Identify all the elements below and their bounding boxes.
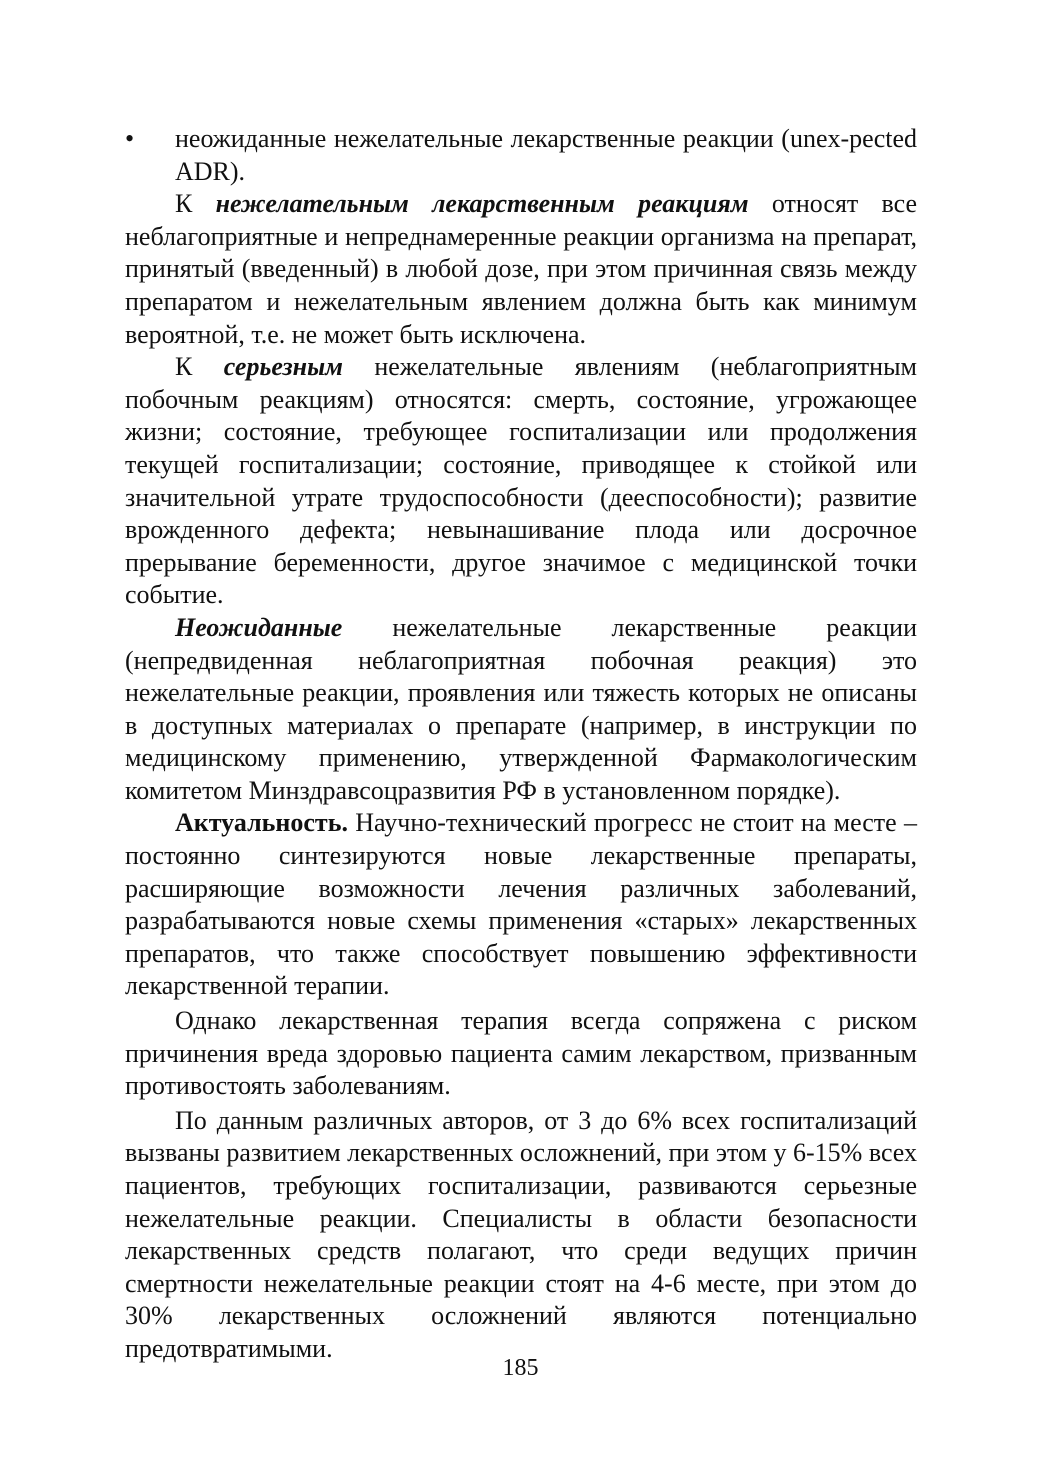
term-relevance: Актуальность. [175,808,348,838]
paragraph-adr-definition [125,188,917,351]
bullet-icon: • [125,124,135,153]
paragraph-lead: К [175,189,193,219]
paragraph-serious-definition [125,351,917,612]
paragraph-risk: Однако лекарственная терапия всегда сопряжена с риском причинения вреда здоровью пациента самим лекарством, призванным противостоять заболеваниям. [125,1006,917,1101]
paragraph-text: нежелательные лекарственные реакции (непредвиденная неблагоприятная побочная реакция) это нежелательные реакции, проявления или тяжесть которых не описаны в доступных материалах о препарате (например, в инструкции по медицинскому применению, утвержденной Фармакологическим комитетом Минздравсоцразвития РФ в установленном порядке). [125,612,917,805]
term-adverse-reactions: нежелательным лекарственным реакциям [215,189,749,219]
paragraph-statistics: По данным различных авторов, от 3 до 6% всех госпитализаций вызваны развитием лекарственных осложнений, при этом у 6-15% всех пациентов, требующих госпитализации, развиваются серьезные нежелательные реакции. Специалисты в области безопасности лекарственных средств полагают, что среди ведущих причин смертности нежелательные реакции стоят на 4-6 месте, при этом до 30% лекарственных осложнений являются потенциально предотвратимыми. [125,1105,917,1363]
paragraph-text: Научно-технический прогресс не стоит на месте – постоянно синтезируются новые лекарственные препараты, расширяющие возможности лечения различных заболеваний, разрабатываются новые схемы применения «старых» лекарственных препаратов, что также способствует повышению эффективности лекарственной терапии. [125,808,917,1001]
body-text [125,123,917,1366]
paragraph-unexpected-definition [125,612,917,808]
paragraph-relevance [125,807,917,1003]
term-unexpected: Неожиданные [175,612,343,642]
term-serious: серьезным [223,352,343,382]
bullet-list-item [125,123,917,188]
page-number: 185 [502,1355,539,1381]
paragraph-lead: К [175,352,193,382]
paragraph-text: нежелательные явлениям (неблагоприятным побочным реакциям) относятся: смерть, состояние, угрожающее жизни; состояние, требующее госпитализации или продолжения текущей госпитализации; состояние, приводящее к стойкой или значительной утрате трудоспособности (дееспособности); развитие врожденного дефекта; невынашивание плода или досрочное прерывание беременности, другое значимое с медицинской точки событие. [125,352,917,610]
bullet-text: неожиданные нежелательные лекарственные реакции (unex-pected ADR). [175,124,917,186]
paragraph-text: относят все неблагоприятные и непреднамеренные реакции организма на препарат, принятый (введенный) в любой дозе, при этом причинная связь между препаратом и нежелательным явлением должна быть как минимум вероятной, т.е. не может быть исключена. [125,189,918,349]
